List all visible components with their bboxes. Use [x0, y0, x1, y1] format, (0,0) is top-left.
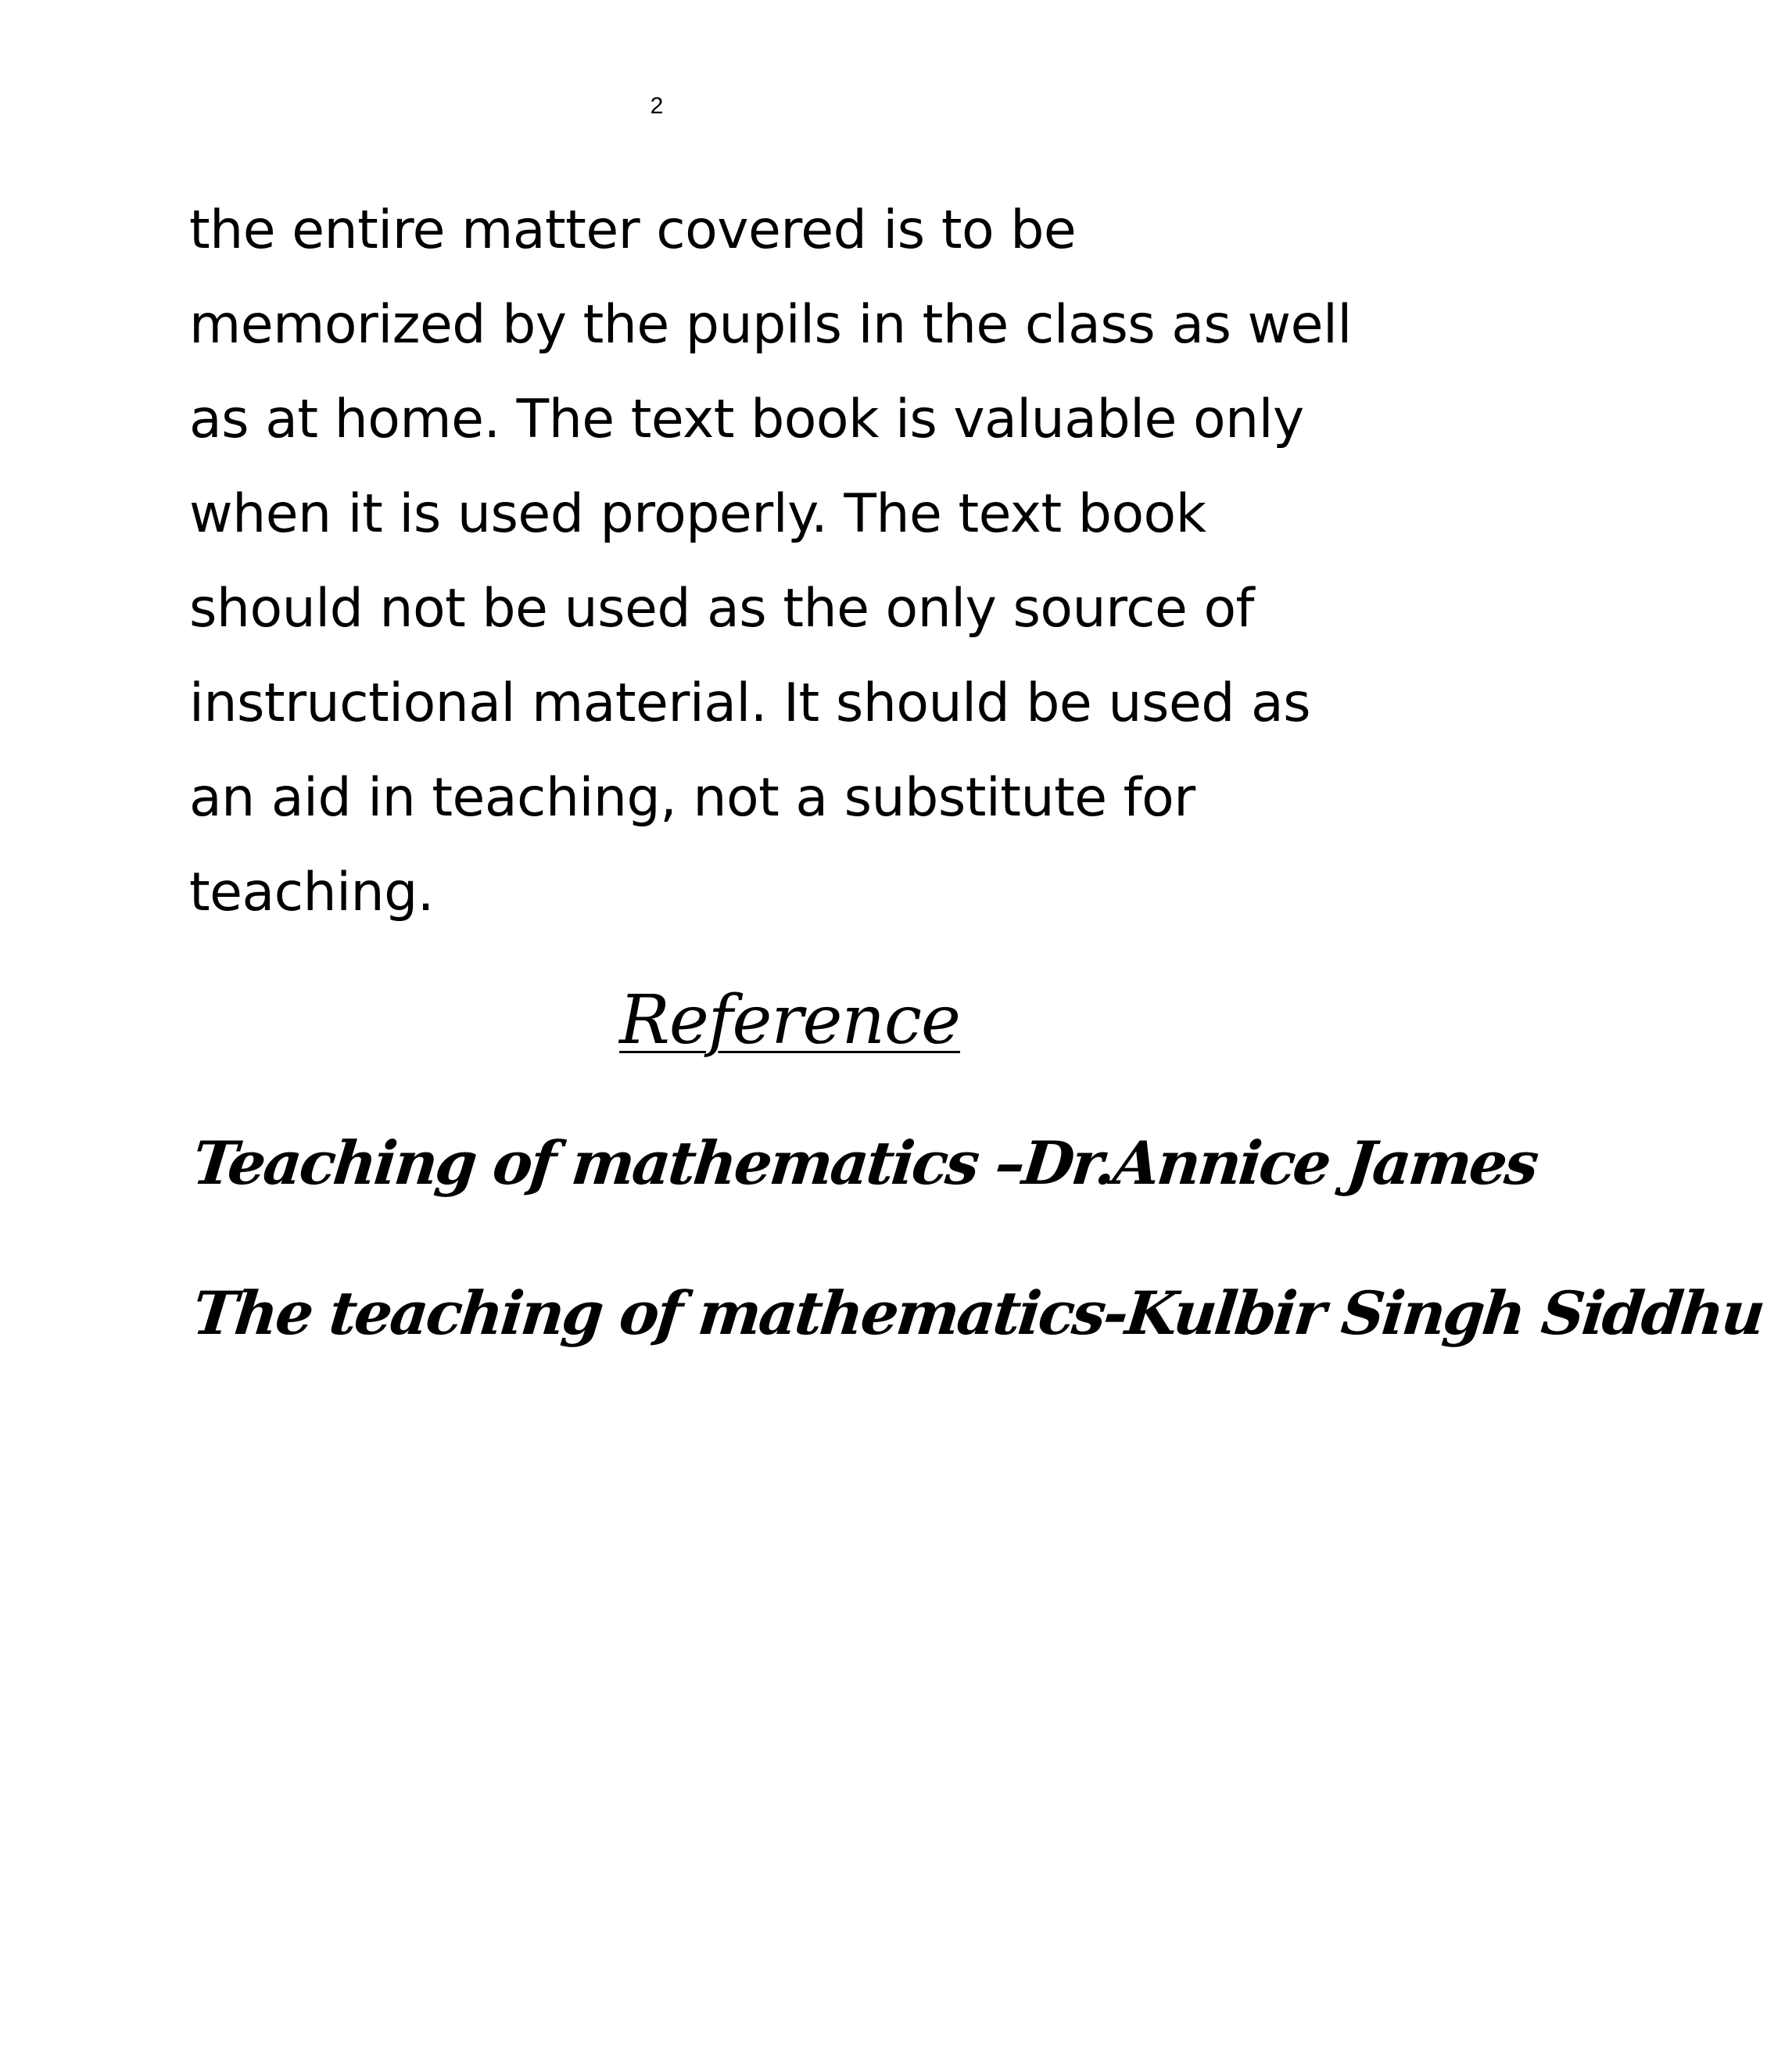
body-line: the entire matter covered is to be — [189, 199, 1077, 261]
reference-entry: The teaching of mathematics-Kulbir Singh Siddhu — [189, 1278, 1767, 1348]
body-line: when it is used properly. The text book — [189, 483, 1206, 545]
body-line: an aid in teaching, not a substitute for — [189, 767, 1195, 829]
body-line: memorized by the pupils in the class as well — [189, 294, 1352, 356]
reference-heading: Reference — [619, 981, 960, 1059]
body-line: should not be used as the only source of — [189, 578, 1254, 640]
page-number: 2 — [650, 93, 664, 119]
body-line: instructional material. It should be used as — [189, 672, 1311, 734]
reference-entry: Teaching of mathematics –Dr.Annice James — [189, 1128, 1540, 1198]
body-line: as at home. The text book is valuable only — [189, 389, 1304, 450]
body-line: teaching. — [189, 862, 434, 923]
